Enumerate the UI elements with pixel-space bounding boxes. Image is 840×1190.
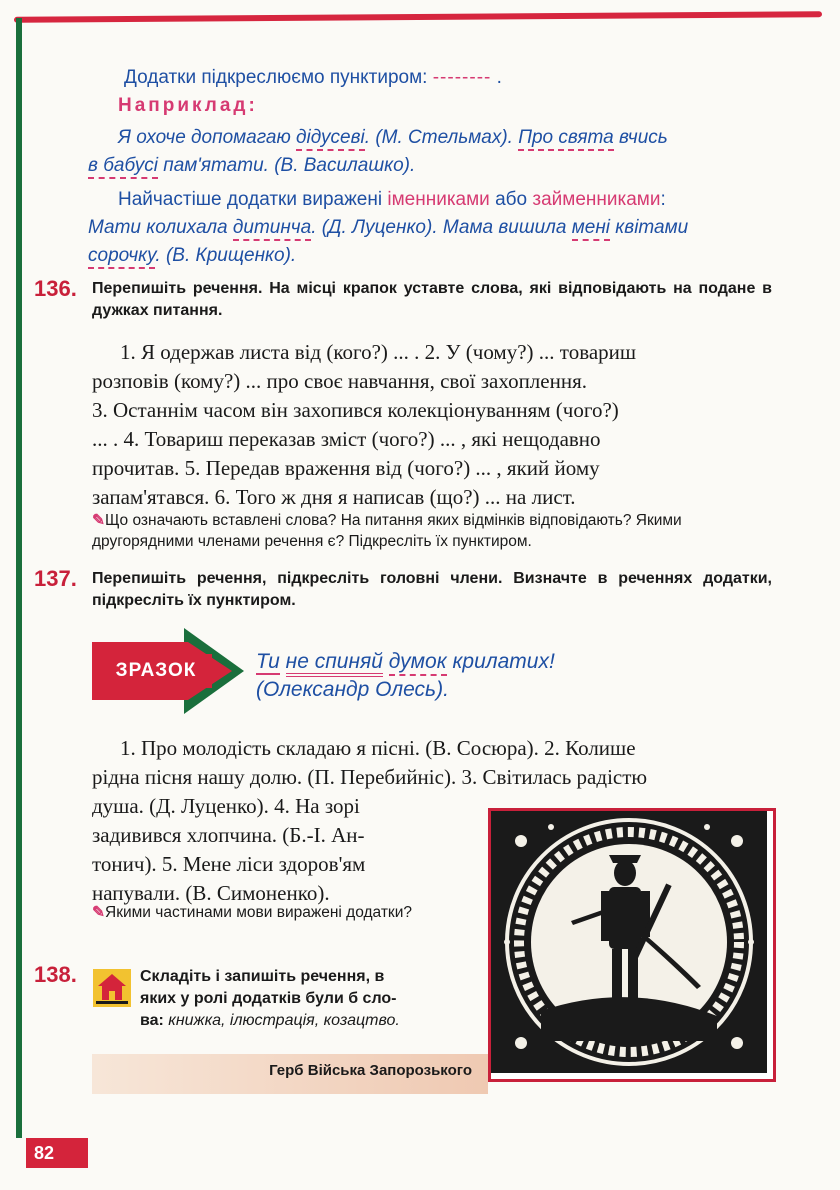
- example-sentence-2: [88, 214, 798, 242]
- s2b: пам'ятати. (В. Василашко).: [157, 155, 416, 176]
- ex136-line-4: ... . 4. Товариш переказав зміст (чого?) ... , які нещодавно: [92, 427, 601, 451]
- p2b: іменниками: [387, 189, 490, 210]
- example-sentence-1: [88, 124, 798, 152]
- sample-label: ЗРАЗОК: [100, 654, 212, 688]
- ex137-line-2: рідна пісня нашу долю. (П. Перебийніс). 3. Світилась радістю: [92, 765, 648, 789]
- ex-subject: Ти: [256, 650, 280, 673]
- ex-author: (Олександр Олесь).: [256, 678, 449, 701]
- ex138-words: книжка, ілюстрація, козацтво.: [168, 1012, 400, 1029]
- s3d: мені: [572, 217, 610, 241]
- exercise-136-question: [92, 510, 772, 552]
- exercise-137-text-narrow: [92, 792, 474, 908]
- ex-predicate: не спиняй: [286, 650, 383, 677]
- ex136-line-6: запам'ятався. 6. Того ж дня я написав (що?) ... на лист.: [92, 485, 576, 509]
- s3a: Мати колихала: [88, 217, 233, 238]
- dot: .: [496, 67, 502, 88]
- page-number: 82: [26, 1138, 88, 1168]
- theory-block: [88, 64, 798, 270]
- cossack-emblem-drawing: [491, 811, 767, 1073]
- example-sentence-1b: [88, 152, 798, 180]
- ex137-line-5: тонич). 5. Мене ліси здоров'ям: [92, 852, 366, 876]
- p2d: займенниками: [532, 189, 661, 210]
- ex-object: думок: [389, 650, 447, 676]
- ex137-line-3: душа. (Д. Луценко). 4. На зорі: [92, 794, 360, 818]
- ex138-line-3a: ва:: [140, 1012, 169, 1029]
- pencil-icon: ✎: [92, 512, 105, 529]
- exercise-number-138: 138.: [34, 962, 77, 987]
- theory-rule-line: [88, 64, 798, 92]
- homework-house-icon: [92, 968, 132, 1008]
- sample-sentence: [256, 648, 555, 704]
- exercise-137-task: Перепишіть речення, підкресліть головні члени. Визначте в реченнях додатки, підкресліть їх пунктиром.: [92, 570, 772, 609]
- ex136-line-2: розповів (кому?) ... про своє навчання, свої захоплення.: [92, 369, 587, 393]
- ex136-line-3: 3. Останнім часом він захопився колекціонуванням (чого?): [92, 398, 619, 422]
- s1c: . (М. Стельмах).: [364, 127, 519, 148]
- s3e: квітами: [610, 217, 689, 238]
- s1b: дідусеві: [296, 127, 365, 151]
- example-label: Наприклад:: [118, 95, 258, 116]
- pencil-icon: ✎: [92, 904, 105, 921]
- ex138-line-1: Складіть і запишіть речення, в: [140, 968, 385, 985]
- dash-mark: --------: [432, 67, 492, 88]
- exercise-136-task: Перепишіть речення. На місці крапок уставте слова, які відповідають на подане в дужках питання.: [92, 280, 772, 319]
- ex137-line-1: 1. Про молодість складаю я пісні. (В. Сосюра). 2. Колише: [120, 736, 636, 760]
- ex137-line-6: напували. (В. Симоненко).: [92, 881, 330, 905]
- s1e: вчись: [613, 127, 668, 148]
- ex137-line-4: задивився хлопчина. (Б.-І. Ан-: [92, 823, 365, 847]
- exercise-138-task: [140, 966, 470, 1032]
- top-border: [14, 11, 822, 23]
- s3b: дитинча: [233, 217, 311, 241]
- theory-rule-2: [88, 186, 798, 214]
- theory-rule-text: Додатки підкреслюємо пунктиром:: [124, 67, 428, 88]
- ex137-note-text: Якими частинами мови виражені додатки?: [105, 904, 412, 921]
- ex-rest: крилатих!: [446, 650, 555, 673]
- left-border: [16, 18, 22, 1138]
- ex138-line-2: яких у ролі додатків були б сло-: [140, 990, 397, 1007]
- exercise-number-136: 136.: [34, 276, 77, 301]
- exercise-136-text: [92, 338, 772, 512]
- s1a: Я охоче допомагаю: [118, 127, 297, 148]
- image-caption: Герб Війська Запорозького: [269, 1062, 472, 1079]
- s1d: Про свята: [518, 127, 614, 151]
- p2e: :: [660, 189, 666, 210]
- ex136-line-5: прочитав. 5. Передав враження від (чого?) ... , який йому: [92, 456, 600, 480]
- example-sentence-2b: [88, 242, 798, 270]
- ex136-line-1: 1. Я одержав листа від (кого?) ... . 2. У (чому?) ... товариш: [120, 340, 637, 364]
- s4a: сорочку: [88, 245, 155, 269]
- s4b: . (В. Крищенко).: [155, 245, 297, 266]
- s2a: в бабусі: [88, 155, 158, 179]
- s3c: . (Д. Луценко). Мама вишила: [311, 217, 572, 238]
- exercise-137-text: [92, 734, 772, 792]
- exercise-number-137: 137.: [34, 566, 77, 591]
- exercise-137-question: [92, 902, 472, 923]
- ex136-note-text: Що означають вставлені слова? На питання яких відмінків відповідають? Якими другорядними членами речення є? Підкресліть їх пунктиром.: [92, 512, 682, 550]
- cossack-emblem-image: [488, 808, 776, 1082]
- p2a: Найчастіше додатки виражені: [118, 189, 388, 210]
- p2c: або: [489, 189, 533, 210]
- sample-badge: [92, 628, 244, 714]
